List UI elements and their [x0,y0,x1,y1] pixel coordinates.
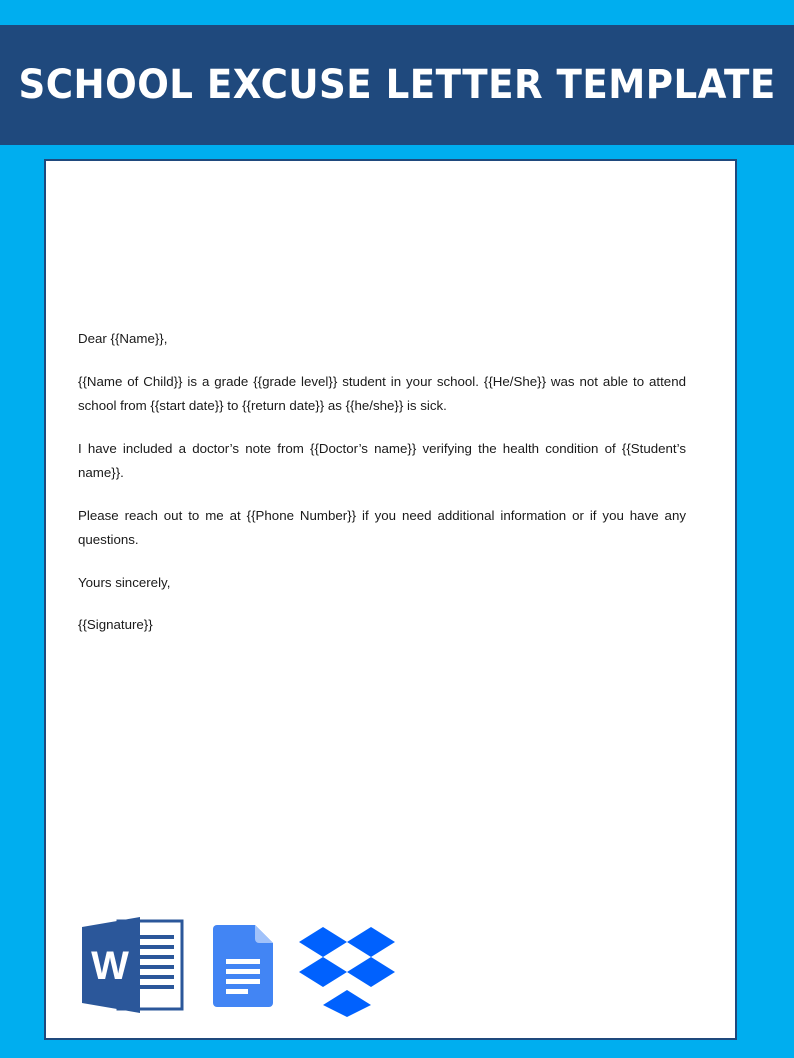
word-icon[interactable] [82,917,184,1013]
letter-closing: Yours sincerely, [78,574,171,590]
app-icons [82,915,395,1019]
word-icon-letter: W [91,944,129,988]
letter-salutation: Dear {{Name}}, [78,331,168,346]
letter-paragraph-3: Please reach out to me at {{Phone Number}} if you need additional information or if you have any questions. [78,507,686,547]
letter-paragraph-1: {{Name of Child}} is a grade {{grade level}} student in your school. {{He/She}} was not able to attend school from {{start date}} to {{return date}} as {{he/she}} is sick. [78,373,686,413]
title-banner [0,25,794,145]
google-docs-icon[interactable] [213,925,273,1007]
letter-paragraph-2: I have included a doctor’s note from {{Doctor’s name}} verifying the health condition of {{Student’s name}}. [78,440,686,480]
page-title: SCHOOL EXCUSE LETTER TEMPLATE [18,62,776,108]
letter-signature: {{Signature}} [78,617,153,632]
letter-body [78,327,686,656]
dropbox-icon[interactable] [299,927,395,1017]
letter-page [44,159,737,1040]
